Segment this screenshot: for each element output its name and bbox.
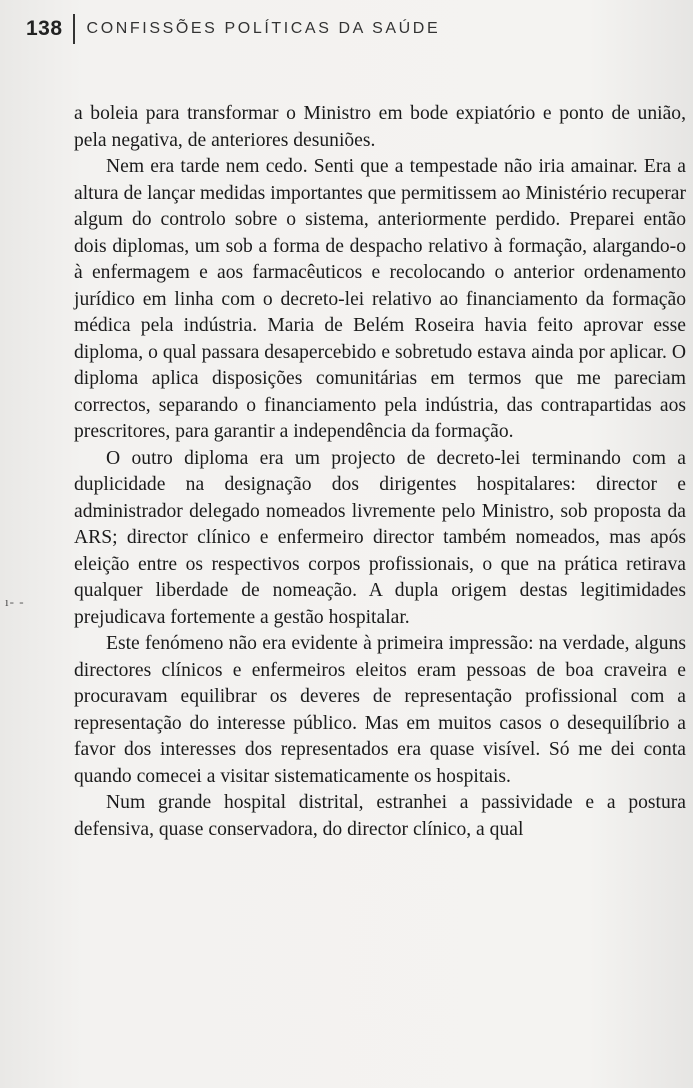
header-divider — [73, 14, 75, 44]
running-head — [26, 14, 440, 44]
paragraph: O outro diploma era um projecto de decreto-lei terminando com a duplicidade na designação dos dirigentes hospitalares: director e administrador delegado nomeados livremente pelo Ministro, sob proposta da ARS; director clínico e enfermeiro director também nomeados, mas após eleição entre os respectivos corpos profissionais, o que na prática retirava qualquer liberdade de nomeação. A dupla origem destas legitimidades prejudicava fortemente a gestão hospitalar. — [74, 447, 686, 628]
paragraph: Este fenómeno não era evidente à primeira impressão: na verdade, alguns directores clínicos e enfermeiros eleitos eram pessoas de boa craveira e procuravam equilibrar os deveres de representação profissional com a representação do interesse público. Mas em muitos casos o desequilíbrio a favor dos interesses dos representados era quase visível. Só me dei conta quando comecei a visitar sistematicamente os hospitais. — [74, 633, 686, 787]
margin-note: ı- - — [5, 594, 25, 609]
paragraph: Nem era tarde nem cedo. Senti que a tempestade não iria amainar. Era a altura de lançar medidas importantes que permitissem ao Ministério recuperar algum do controlo sobre o sistema, anteriormente perdido. Preparei então dois diplomas, um sob a forma de despacho relativo à formação, alargando-o à enfermagem e aos farmacêuticos e recolocando o anterior ordenamento jurídico em linha com o decreto-lei relativo ao financiamento da formação médica pela indústria. Maria de Belém Roseira havia feito aprovar esse diploma, o qual passara desapercebido e sobretudo estava ainda por aplicar. O diploma aplica disposições comunitárias em termos que me pareciam correctos, separando o financiamento pela indústria, das contrapartidas aos prescritores, para garantir a independência da formação. — [74, 156, 686, 442]
paragraph: Num grande hospital distrital, estranhei a passividade e a postura defensiva, quase conservadora, do director clínico, a qual — [74, 792, 686, 840]
body-text — [74, 101, 686, 843]
page-number: 138 — [26, 17, 63, 40]
paragraph: a boleia para transformar o Ministro em bode expiatório e ponto de união, pela negativa, de anteriores desuniões. — [74, 103, 686, 151]
running-title: CONFISSÕES POLÍTICAS DA SAÚDE — [86, 20, 441, 37]
